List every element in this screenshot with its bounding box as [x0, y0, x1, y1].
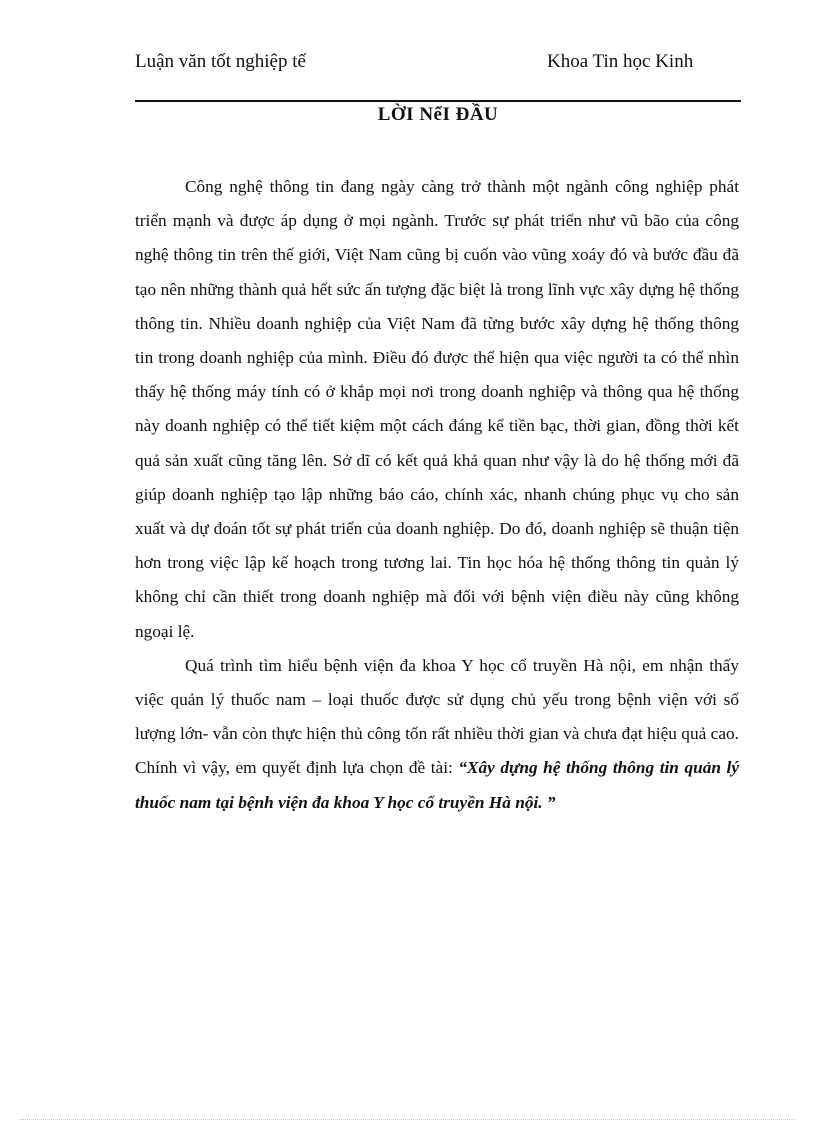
header-left-text: Luận văn tốt nghiệp tế [135, 51, 306, 72]
paragraph-2 [135, 649, 739, 820]
paragraph-2-text: Quá trình tìm hiểu bệnh viện đa khoa Y học cổ truyền Hà nội, em nhận thấy việc quản lý thuốc nam – loại thuốc được sử dụng chủ yếu trong bệnh viện với số lượng lớn- vẫn còn thực hiện thủ công tốn rất nhiều thời gian và chưa đạt hiệu quả cao. Chính vì vậy, em quyết định lựa chọn đề tài: [135, 655, 739, 778]
header-divider [135, 100, 741, 102]
document-body [135, 170, 739, 820]
page-bottom-border [20, 1119, 796, 1120]
page-title: LỜI NểI ĐẦU [377, 104, 499, 125]
page-header [135, 50, 741, 100]
paragraph-1: Công nghệ thông tin đang ngày càng trở thành một ngành công nghiệp phát triển mạnh và được áp dụng ở mọi ngành. Trước sự phát triển như vũ bão của công nghệ thông tin trên thế giới, Việt Nam cũng bị cuốn vào vũng xoáy đó và bước đầu đã tạo nên những thành quả hết sức ấn tượng đặc biệt là trong lĩnh vực xây dựng hệ thống thông tin. Nhiều doanh nghiệp của Việt Nam đã từng bước xây dựng hệ thống thông tin trong doanh nghiệp của mình. Điều đó được thể hiện qua việc người ta có thể nhìn thấy hệ thống máy tính có ở khắp mọi nơi trong doanh nghiệp và thông qua hệ thống này doanh nghiệp có thể tiết kiệm một cách đáng kể tiền bạc, thời gian, đồng thời kết quả sản xuất cũng tăng lên. Sở dĩ có kết quả khả quan như vậy là do hệ thống mới đã giúp doanh nghiệp tạo lập những báo cáo, chính xác, nhanh chúng phục vụ cho sản xuất và dự đoán tốt sự phát triển của doanh nghiệp. Do đó, doanh nghiệp sẽ thuận tiện hơn trong việc lập kế hoạch trong tương lai. Tin học hóa hệ thống thông tin quản lý không chỉ cần thiết trong doanh nghiệp mà đối với bệnh viện điều này cũng không ngoại lệ. [135, 177, 739, 641]
header-right-text: Khoa Tin học Kinh [547, 51, 694, 72]
thesis-topic: “Xây dựng hệ thống thông tin quản lý thuốc nam tại bệnh viện đa khoa Y học cổ truyền Hà nội. ” [135, 758, 739, 812]
